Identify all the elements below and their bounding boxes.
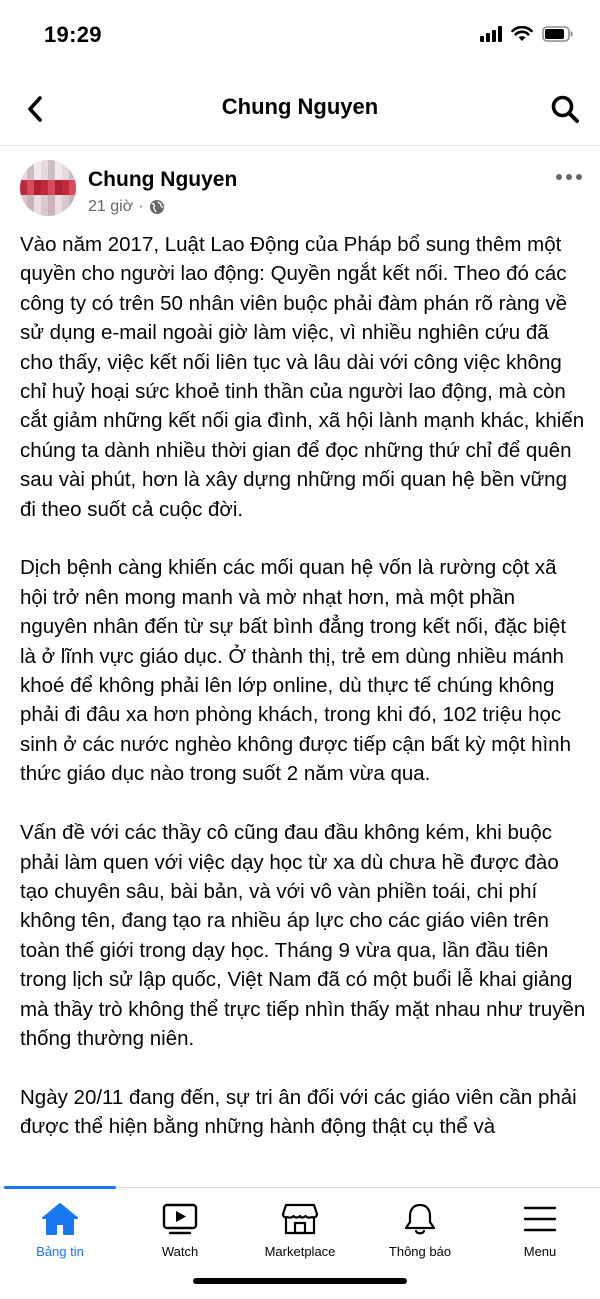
tab-watch[interactable] bbox=[120, 1200, 240, 1260]
tab-home[interactable] bbox=[0, 1200, 120, 1260]
post-time[interactable]: 21 giờ bbox=[88, 198, 134, 215]
status-icons bbox=[480, 26, 574, 42]
battery-icon bbox=[542, 26, 574, 42]
post-paragraph: Vấn đề với các thầy cô cũng đau đầu không kém, khi buộc phải làm quen với việc dạy học từ xa dù chưa hề được đào tạo chuyên sâu, bài bản, và với vô vàn phiền toái, chi phí không tên, đang tạo ra nhiều áp lực cho các giáo viên trên toàn thế giới trong dạy học. Tháng 9 vừa qua, lần đầu tiên trong lịch sử lập quốc, Việt Nam đã có một buổi lễ khai giảng mà thầy trò không thể trực tiếp nhìn thấy mặt nhau như truyền thống thường niên. bbox=[20, 821, 586, 1050]
menu-icon bbox=[521, 1202, 559, 1236]
globe-icon bbox=[149, 199, 165, 215]
tab-menu[interactable] bbox=[480, 1200, 600, 1260]
tab-marketplace[interactable] bbox=[240, 1200, 360, 1260]
home-indicator[interactable] bbox=[193, 1278, 407, 1284]
home-icon bbox=[41, 1202, 79, 1236]
wifi-icon bbox=[511, 26, 533, 42]
search-button[interactable] bbox=[546, 90, 584, 128]
watch-icon bbox=[161, 1202, 199, 1236]
tab-notifications[interactable] bbox=[360, 1200, 480, 1260]
status-bar bbox=[0, 0, 600, 74]
marketplace-icon bbox=[281, 1202, 319, 1236]
bell-icon bbox=[401, 1202, 439, 1236]
post-paragraph: Ngày 20/11 đang đến, sự tri ân đối với các giáo viên cần phải được thể hiện bằng những hành động thật cụ thể và bbox=[20, 1085, 577, 1139]
more-options-button[interactable] bbox=[554, 166, 584, 188]
author-name[interactable]: Chung Nguyen bbox=[88, 168, 238, 191]
cellular-signal-icon bbox=[480, 26, 502, 42]
page-title: Chung Nguyen bbox=[221, 94, 379, 119]
post-header bbox=[0, 146, 600, 230]
post-paragraph: Dịch bệnh càng khiến các mối quan hệ vốn là rường cột xã hội trở nên mong manh và mờ nhạt hơn, mà một phần nguyên nhân đến từ sự bất bình đẳng trong kết nối, đặc biệt là ở lĩnh vực giáo dục. Ở thành thị, trẻ em dùng nhiều mánh khoé để không phải lên lớp online, dù thực tế chúng không phải đi đâu xa hơn phòng khách, trong khi đó, 102 triệu học sinh ở các nước nghèo không được tiếp cận bất kỳ một hình thức giáo dục nào trong suốt 2 năm vừa qua. bbox=[20, 556, 571, 786]
status-time: 19:29 bbox=[44, 22, 102, 47]
post-body bbox=[20, 230, 586, 1188]
tab-label: Marketplace bbox=[264, 1244, 336, 1259]
app-header bbox=[0, 74, 600, 146]
tab-label: Watch bbox=[161, 1244, 199, 1259]
active-tab-indicator bbox=[4, 1186, 116, 1189]
tab-label: Bảng tin bbox=[36, 1244, 84, 1259]
avatar[interactable] bbox=[20, 160, 76, 216]
tab-label: Menu bbox=[523, 1244, 557, 1259]
post-meta bbox=[88, 198, 165, 216]
tab-label: Thông báo bbox=[388, 1244, 452, 1259]
post-paragraph: Vào năm 2017, Luật Lao Động của Pháp bổ sung thêm một quyền cho người lao động: Quyền ngắt kết nối. Theo đó các công ty có trên 50 nhân viên buộc phải đàm phán rõ ràng về sử dụng e-mail ngoài giờ làm việc, vì nhiều nghiên cứu đã cho thấy, việc kết nối liên tục và lâu dài với công việc không chỉ huỷ hoại sức khoẻ tinh thần của người lao động, mà còn cắt giảm những kết nối gia đình, xã hội lành mạnh khác, khiến chúng ta dành nhiều thời gian để đọc những thứ chỉ để quên sau vài phút, hơn là xây dựng những mối quan hệ bền vững đi theo suốt cả cuộc đời. bbox=[20, 233, 585, 521]
meta-separator: · bbox=[138, 198, 144, 215]
search-icon bbox=[550, 94, 580, 124]
